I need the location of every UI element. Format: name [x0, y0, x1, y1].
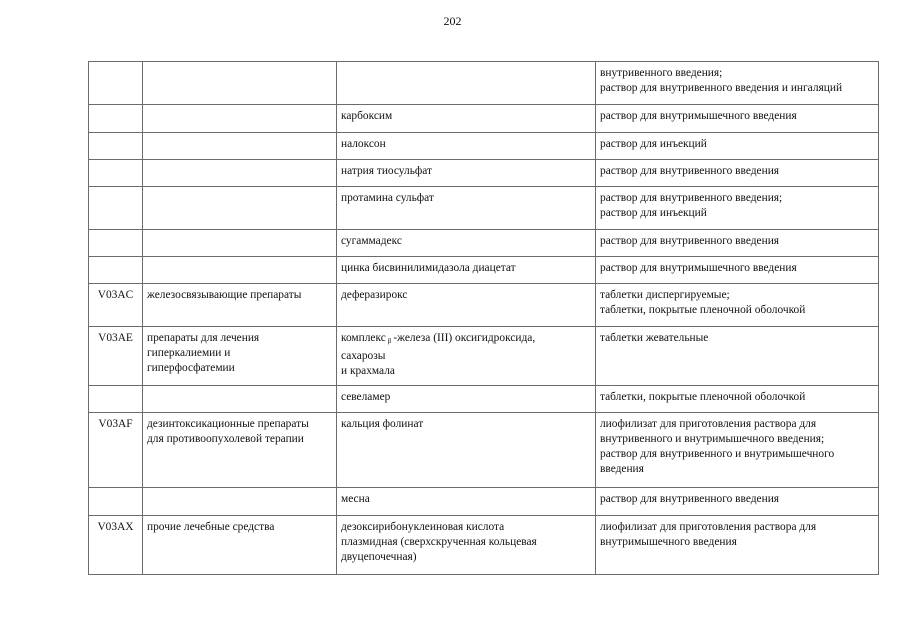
drug-cell — [337, 62, 596, 105]
drug-text: комплекс — [341, 332, 386, 344]
group-cell — [143, 516, 337, 575]
drug-line: карбоксим — [341, 110, 393, 122]
drug-cell — [337, 488, 596, 516]
drug-line: дезоксирибонуклеиновая кислота — [341, 521, 505, 533]
form-line: лиофилизат для приготовления раствора для — [600, 418, 817, 430]
table-row — [89, 105, 879, 133]
drug-subscript: β — [387, 337, 392, 345]
form-line: введения — [600, 463, 644, 475]
group-line: гиперфосфатемии — [147, 362, 235, 374]
group-line: гиперкалиемии и — [147, 347, 231, 359]
drug-line — [341, 331, 592, 349]
form-line: таблетки жевательные — [600, 332, 709, 344]
form-cell — [596, 488, 879, 516]
atc-code-cell — [89, 133, 143, 160]
group-line: для противоопухолевой терапии — [147, 433, 304, 445]
form-cell — [596, 284, 879, 327]
form-cell — [596, 516, 879, 575]
table-row — [89, 133, 879, 160]
drug-cell — [337, 230, 596, 257]
drug-line: месна — [341, 493, 370, 505]
page-number: 202 — [443, 14, 462, 28]
form-cell — [596, 133, 879, 160]
group-cell — [143, 327, 337, 386]
table-row — [89, 230, 879, 257]
drug-cell — [337, 413, 596, 488]
form-line: раствор для инъекций — [600, 207, 707, 219]
group-cell — [143, 257, 337, 284]
drug-cell — [337, 257, 596, 284]
drug-line: севеламер — [341, 391, 391, 403]
atc-code-cell — [89, 105, 143, 133]
form-cell — [596, 160, 879, 187]
form-cell — [596, 62, 879, 105]
table-row — [89, 187, 879, 230]
table-row — [89, 160, 879, 187]
drug-cell — [337, 160, 596, 187]
group-line: дезинтоксикационные препараты — [147, 418, 309, 430]
table-row — [89, 257, 879, 284]
group-cell — [143, 62, 337, 105]
form-line: внутривенного введения; — [600, 67, 723, 79]
drug-cell — [337, 516, 596, 575]
drug-line: налоксон — [341, 138, 386, 150]
group-line: препараты для лечения — [147, 332, 260, 344]
group-cell — [143, 284, 337, 327]
drug-cell — [337, 327, 596, 386]
atc-code-cell — [89, 230, 143, 257]
drug-table — [88, 61, 879, 575]
form-line: таблетки диспергируемые; — [600, 289, 730, 301]
form-cell — [596, 413, 879, 488]
group-cell — [143, 160, 337, 187]
drug-line: сугаммадекс — [341, 235, 402, 247]
table-row — [89, 516, 879, 575]
drug-line: двуцепочечная) — [341, 551, 417, 563]
atc-code-cell: V03AF — [89, 413, 143, 488]
drug-text: -железа (III) оксигидроксида, — [393, 332, 536, 344]
drug-cell — [337, 284, 596, 327]
drug-line: и крахмала — [341, 365, 395, 377]
form-line: лиофилизат для приготовления раствора для — [600, 521, 817, 533]
drug-line: плазмидная (сверхскрученная кольцевая — [341, 536, 537, 548]
form-line: внутримышечного введения — [600, 536, 737, 548]
table-row — [89, 327, 879, 386]
table-row — [89, 284, 879, 327]
table-row — [89, 413, 879, 488]
group-cell — [143, 386, 337, 413]
atc-code-cell: V03AE — [89, 327, 143, 386]
group-cell — [143, 187, 337, 230]
form-cell — [596, 257, 879, 284]
form-cell — [596, 105, 879, 133]
form-cell — [596, 327, 879, 386]
form-line: раствор для внутримышечного введения — [600, 262, 797, 274]
drug-cell — [337, 105, 596, 133]
drug-line: натрия тиосульфат — [341, 165, 433, 177]
drug-line: протамина сульфат — [341, 192, 434, 204]
group-line: прочие лечебные средства — [147, 521, 275, 533]
atc-code-cell — [89, 62, 143, 105]
table-row — [89, 62, 879, 105]
form-cell — [596, 386, 879, 413]
table-row — [89, 488, 879, 516]
form-line: раствор для внутривенного введения; — [600, 192, 783, 204]
drug-line: кальция фолинат — [341, 418, 424, 430]
atc-code-cell — [89, 160, 143, 187]
atc-code-cell: V03AC — [89, 284, 143, 327]
group-cell — [143, 105, 337, 133]
table-body — [89, 62, 879, 575]
group-cell — [143, 413, 337, 488]
form-line: раствор для внутримышечного введения — [600, 110, 797, 122]
group-cell — [143, 230, 337, 257]
group-cell — [143, 133, 337, 160]
atc-code-cell: V03AX — [89, 516, 143, 575]
drug-line: цинка бисвинилимидазола диацетат — [341, 262, 516, 274]
form-line: таблетки, покрытые пленочной оболочкой — [600, 391, 806, 403]
drug-line: деферазирокс — [341, 289, 408, 301]
form-line: раствор для внутривенного и внутримышечного — [600, 448, 835, 460]
drug-line: сахарозы — [341, 350, 386, 362]
form-cell — [596, 187, 879, 230]
form-line: раствор для внутривенного введения — [600, 493, 780, 505]
form-line: внутривенного и внутримышечного введения; — [600, 433, 825, 445]
atc-code-cell — [89, 257, 143, 284]
atc-code-cell — [89, 488, 143, 516]
form-line: раствор для внутривенного введения — [600, 235, 780, 247]
group-line: железосвязывающие препараты — [147, 289, 302, 301]
drug-cell — [337, 133, 596, 160]
table-row — [89, 386, 879, 413]
drug-cell — [337, 386, 596, 413]
atc-code-cell — [89, 386, 143, 413]
drug-cell — [337, 187, 596, 230]
form-line: раствор для инъекций — [600, 138, 707, 150]
group-cell — [143, 488, 337, 516]
form-line: раствор для внутривенного введения и ингаляций — [600, 82, 843, 94]
form-line: таблетки, покрытые пленочной оболочкой — [600, 304, 806, 316]
atc-code-cell — [89, 187, 143, 230]
form-cell — [596, 230, 879, 257]
form-line: раствор для внутривенного введения — [600, 165, 780, 177]
